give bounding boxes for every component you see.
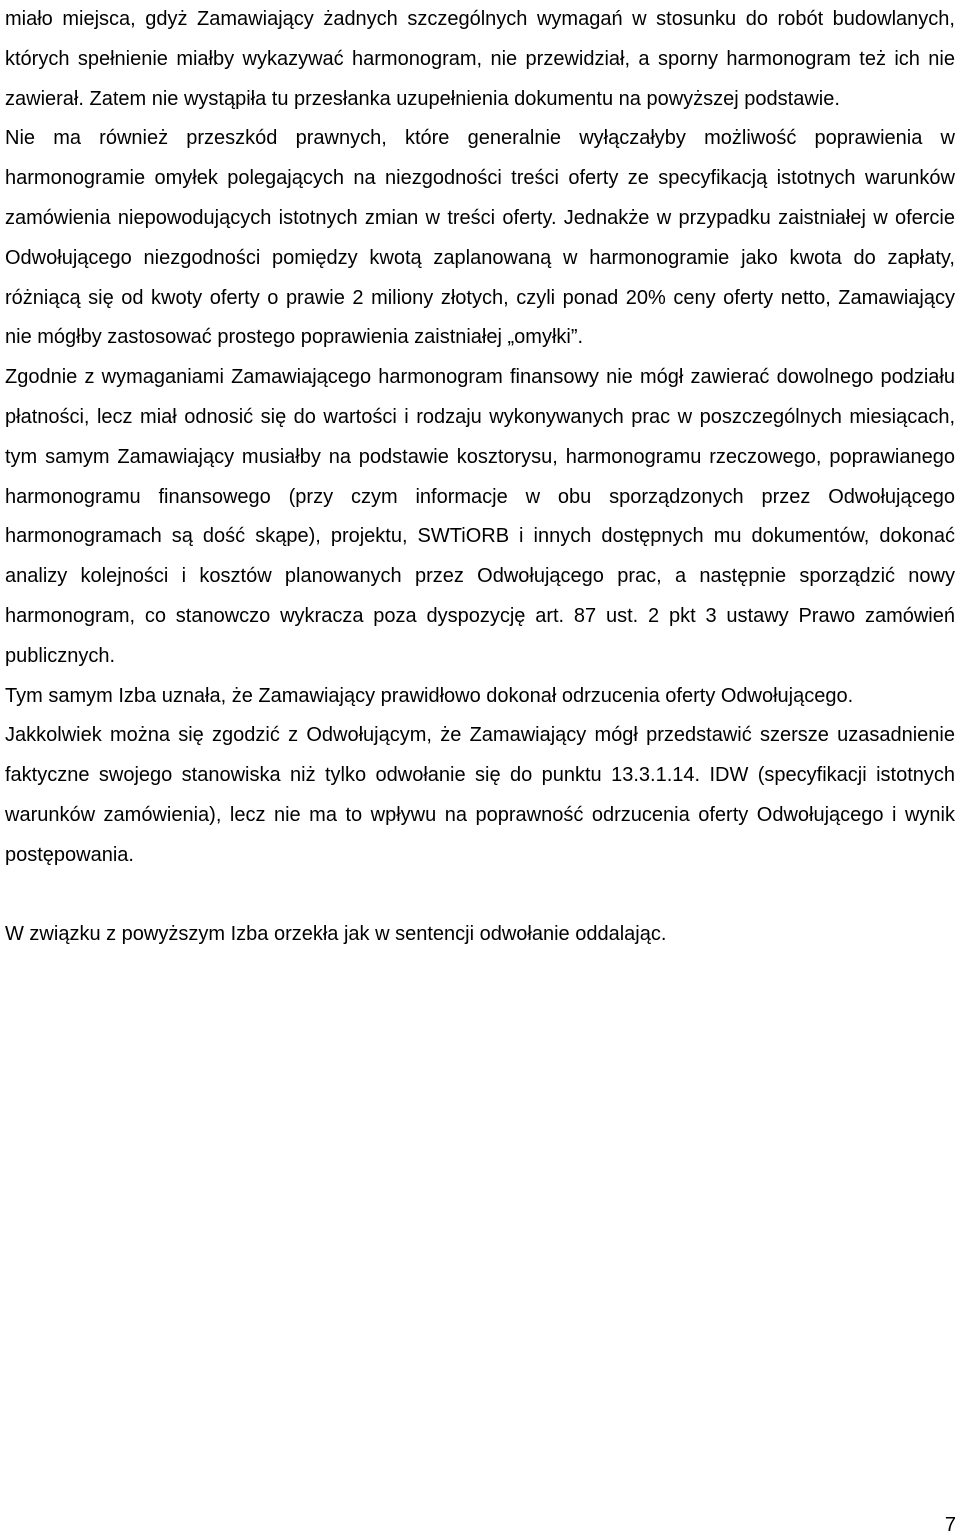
document-page <box>5 0 955 955</box>
paragraph-2: Nie ma również przeszkód prawnych, które generalnie wyłączałyby możliwość poprawienia w harmonogramie omyłek polegających na niezgodności treści oferty ze specyfikacją istotnych warunków zamówienia niepowodujących istotnych zmian w treści oferty. Jednakże w przypadku zaistniałej w ofercie Odwołującego niezgodności pomiędzy kwotą zaplanowaną w harmonogramie jako kwota do zapłaty, różniącą się od kwoty oferty o prawie 2 miliony złotych, czyli ponad 20% ceny oferty netto, Zamawiający nie mógłby zastosować prostego poprawienia zaistniałej „omyłki”. <box>5 127 955 349</box>
page-number: 7 <box>944 1514 956 1536</box>
paragraph-5: Jakkolwiek można się zgodzić z Odwołującym, że Zamawiający mógł przedstawić szersze uzasadnienie faktyczne swojego stanowiska niż tylko odwołanie się do punktu 13.3.1.14. IDW (specyfikacji istotnych warunków zamówienia), lecz nie ma to wpływu na poprawność odrzucenia oferty Odwołującego i wynik postępowania. <box>5 724 955 866</box>
paragraph-1: miało miejsca, gdyż Zamawiający żadnych szczególnych wymagań w stosunku do robót budowlanych, których spełnienie miałby wykazywać harmonogram, nie przewidział, a sporny harmonogram też ich nie zawierał. Zatem nie wystąpiła tu przesłanka uzupełnienia dokumentu na powyższej podstawie. <box>5 8 955 110</box>
paragraph-6: W związku z powyższym Izba orzekła jak w sentencji odwołanie oddalając. <box>5 923 667 946</box>
paragraph-4: Tym samym Izba uznała, że Zamawiający prawidłowo dokonał odrzucenia oferty Odwołującego. <box>5 684 854 707</box>
paragraph-spacer <box>5 876 955 916</box>
paragraph-3: Zgodnie z wymaganiami Zamawiającego harmonogram finansowy nie mógł zawierać dowolnego podziału płatności, lecz miał odnosić się do wartości i rodzaju wykonywanych prac w poszczególnych miesiącach, tym samym Zamawiający musiałby na podstawie kosztorysu, harmonogramu rzeczowego, poprawianego harmonogramu finansowego (przy czym informacje w obu sporządzonych przez Odwołującego harmonogramach są dość skąpe), projektu, SWTiORB i innych dostępnych mu dokumentów, dokonać analizy kolejności i kosztów planowanych przez Odwołującego prac, a następnie sporządzić nowy harmonogram, co stanowczo wykracza poza dyspozycję art. 87 ust. 2 pkt 3 ustawy Prawo zamówień publicznych. <box>5 366 955 667</box>
